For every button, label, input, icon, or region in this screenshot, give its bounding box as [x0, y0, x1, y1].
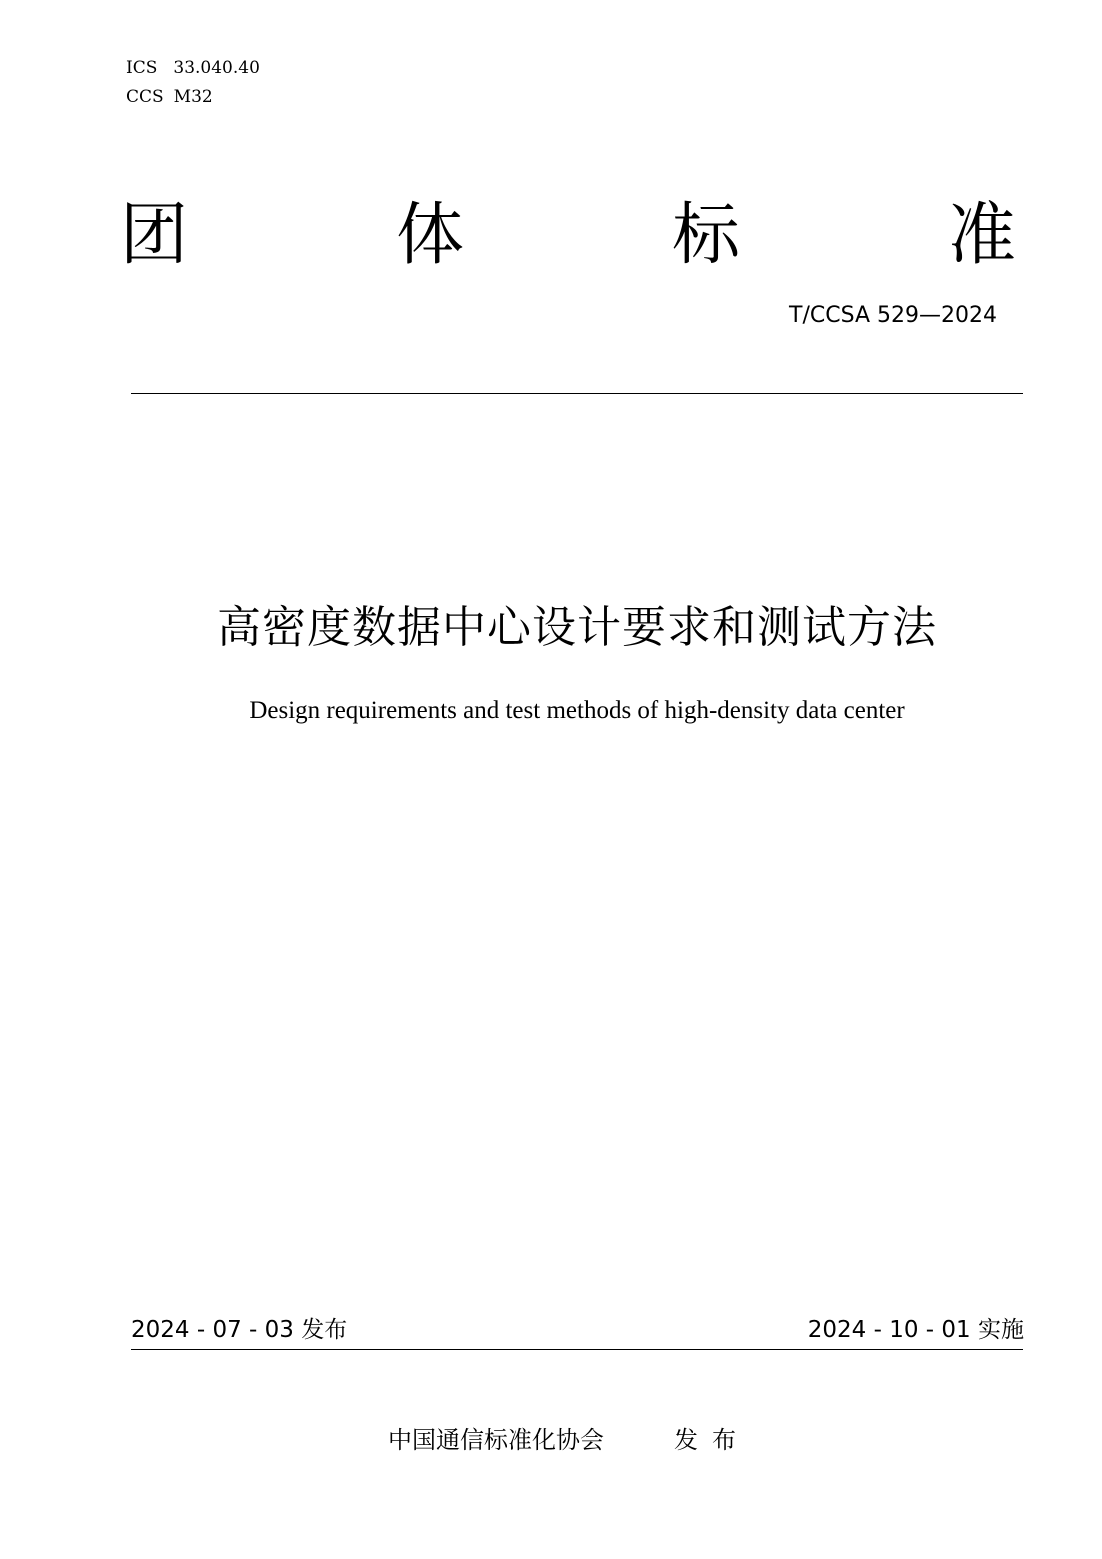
ics-line: [126, 54, 260, 83]
bottom-divider: [131, 1349, 1023, 1350]
standard-type-banner: [120, 198, 1016, 274]
implement-date: 2024 - 10 - 01 实施: [807, 1317, 1024, 1343]
issuer-action: 发布: [674, 1426, 750, 1454]
top-divider: [131, 393, 1023, 394]
banner-char-1: 团: [120, 196, 189, 275]
ics-label: ICS: [126, 58, 158, 78]
title-chinese: 高密度数据中心设计要求和测试方法: [217, 602, 937, 653]
classification-block: [126, 54, 260, 112]
standard-number: T/CCSA 529—2024: [789, 303, 997, 328]
ccs-line: [126, 83, 260, 112]
ccs-label: CCS: [126, 87, 164, 107]
ics-code: 33.040.40: [173, 58, 260, 78]
ccs-code: M32: [173, 87, 213, 107]
banner-char-2: 体: [396, 196, 465, 275]
banner-char-3: 标: [672, 196, 741, 275]
title-english: Design requirements and test methods of high-density data center: [249, 697, 905, 724]
issuer-name: 中国通信标准化协会: [388, 1426, 604, 1454]
publish-date: 2024 - 07 - 03 发布: [131, 1317, 348, 1343]
banner-char-4: 准: [948, 196, 1017, 275]
